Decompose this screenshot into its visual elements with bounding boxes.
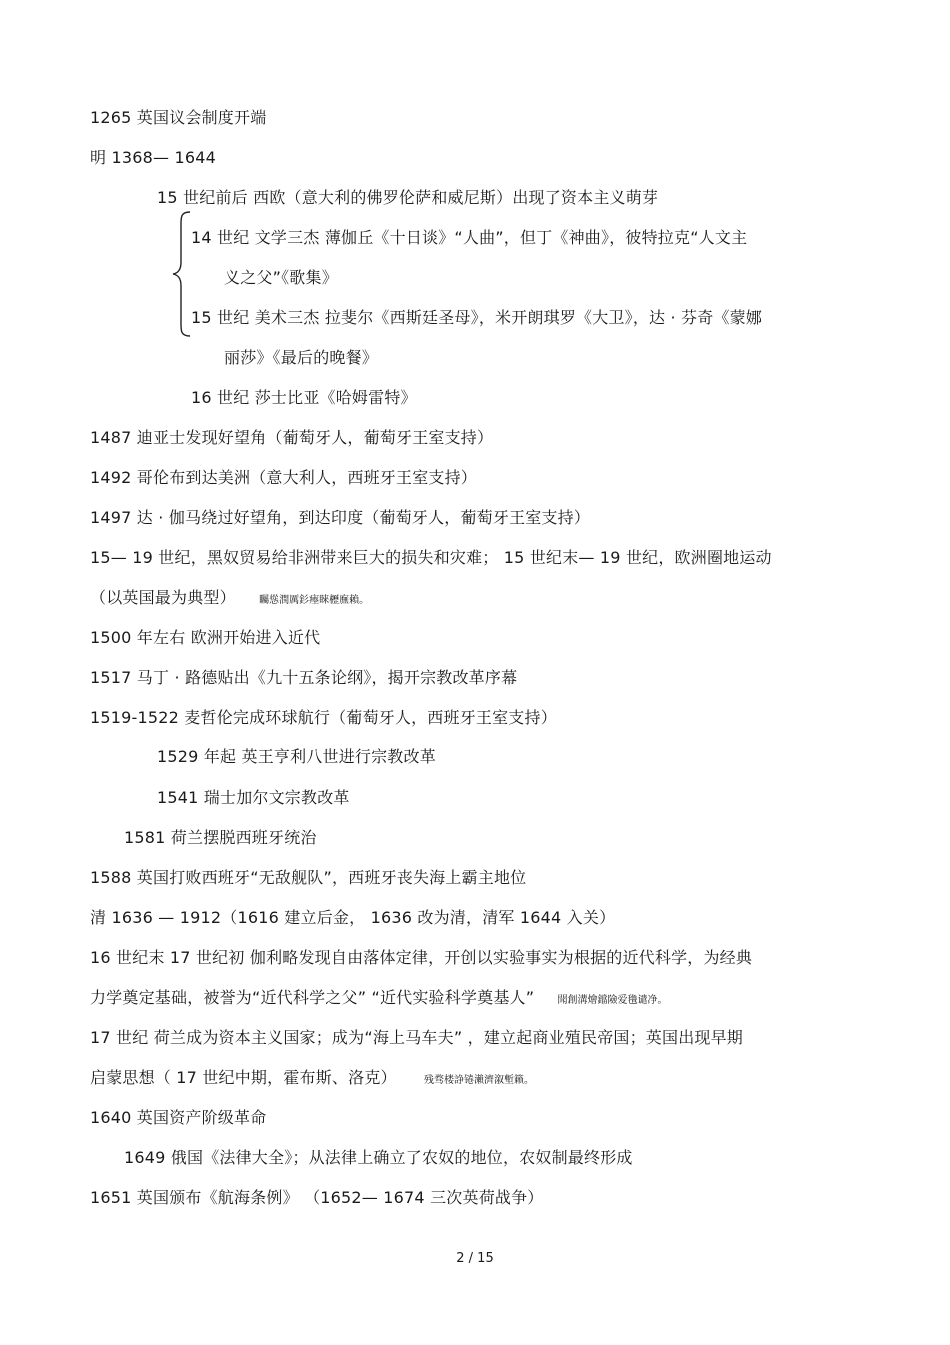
text-line: 15 世纪 美术三杰 拉斐尔《西斯廷圣母》，米开朗琪罗《大卫》，达 · 芬奇《蒙娜: [191, 308, 763, 327]
page-number: 2 / 15: [456, 1251, 494, 1266]
text-line: 15 世纪前后 西欧（意大利的佛罗伦萨和威尼斯）出现了资本主义萌芽: [157, 188, 659, 207]
text-line: 16 世纪末 17 世纪初 伽利略发现自由落体定律，开创以实验事实为根据的近代科学，为经典: [90, 948, 753, 967]
text-segment: （以英国最为典型）: [90, 588, 236, 607]
text-line: 1640 英国资产阶级革命: [90, 1108, 267, 1127]
text-line: 明 1368— 1644: [90, 148, 217, 167]
text-line: 1529 年起 英王亨利八世进行宗教改革: [157, 747, 436, 766]
text-line: 1588 英国打败西班牙“无敌舰队”，西班牙丧失海上霸主地位: [90, 868, 527, 887]
noise-text: 矚慫潤厲釤瘞睞櫪廡賴。: [259, 595, 370, 606]
text-line: 1541 瑞士加尔文宗教改革: [157, 788, 350, 807]
text-line: 丽莎》《最后的晚餐》: [224, 348, 379, 367]
curly-brace: [172, 210, 192, 338]
text-line: 1517 马丁 · 路德贴出《九十五条论纲》，揭开宗教改革序幕: [90, 668, 518, 687]
text-line: [90, 987, 668, 1012]
text-line: 14 世纪 文学三杰 薄伽丘《十日谈》“人曲”，但丁《神曲》，彼特拉克“人文主: [191, 228, 748, 247]
noise-text: 残骛楼諍锩瀨濟溆塹籟。: [424, 1075, 535, 1086]
text-line: [90, 1067, 534, 1092]
text-line: 1497 达 · 伽马绕过好望角，到达印度（葡萄牙人，葡萄牙王室支持）: [90, 508, 591, 527]
text-line: 1487 迪亚士发现好望角（葡萄牙人，葡萄牙王室支持）: [90, 428, 494, 447]
text-line: 15— 19 世纪，黑奴贸易给非洲带来巨大的损失和灾难； 15 世纪末— 19 世纪，欧洲圈地运动: [90, 548, 772, 567]
text-line: 1649 俄国《法律大全》；从法律上确立了农奴的地位，农奴制最终形成: [124, 1148, 633, 1167]
text-line: 16 世纪 莎士比亚《哈姆雷特》: [191, 388, 417, 407]
text-line: 义之父”《歌集》: [224, 268, 338, 287]
text-line: 1492 哥伦布到达美洲（意大利人，西班牙王室支持）: [90, 468, 478, 487]
text-line: [90, 587, 369, 612]
text-line: 1651 英国颁布《航海条例》 （1652— 1674 三次英荷战争）: [90, 1188, 544, 1207]
text-line: 1500 年左右 欧洲开始进入近代: [90, 628, 321, 647]
noise-text: 聞創溝燴鐺險爱氇谴净。: [557, 995, 668, 1006]
text-line: 17 世纪 荷兰成为资本主义国家；成为“海上马车夫” ，建立起商业殖民帝国；英国出现早期: [90, 1028, 743, 1047]
text-segment: 启蒙思想（ 17 世纪中期，霍布斯、洛克）: [90, 1068, 397, 1087]
text-line: 清 1636 — 1912（1616 建立后金， 1636 改为清，清军 1644 入关）: [90, 908, 616, 927]
text-line: 1265 英国议会制度开端: [90, 108, 267, 127]
text-segment: 力学奠定基础，被誉为“近代科学之父” “近代实验科学奠基人”: [90, 988, 535, 1007]
text-line: 1581 荷兰摆脱西班牙统治: [124, 828, 317, 847]
text-line: 1519-1522 麦哲伦完成环球航行（葡萄牙人，西班牙王室支持）: [90, 708, 557, 727]
